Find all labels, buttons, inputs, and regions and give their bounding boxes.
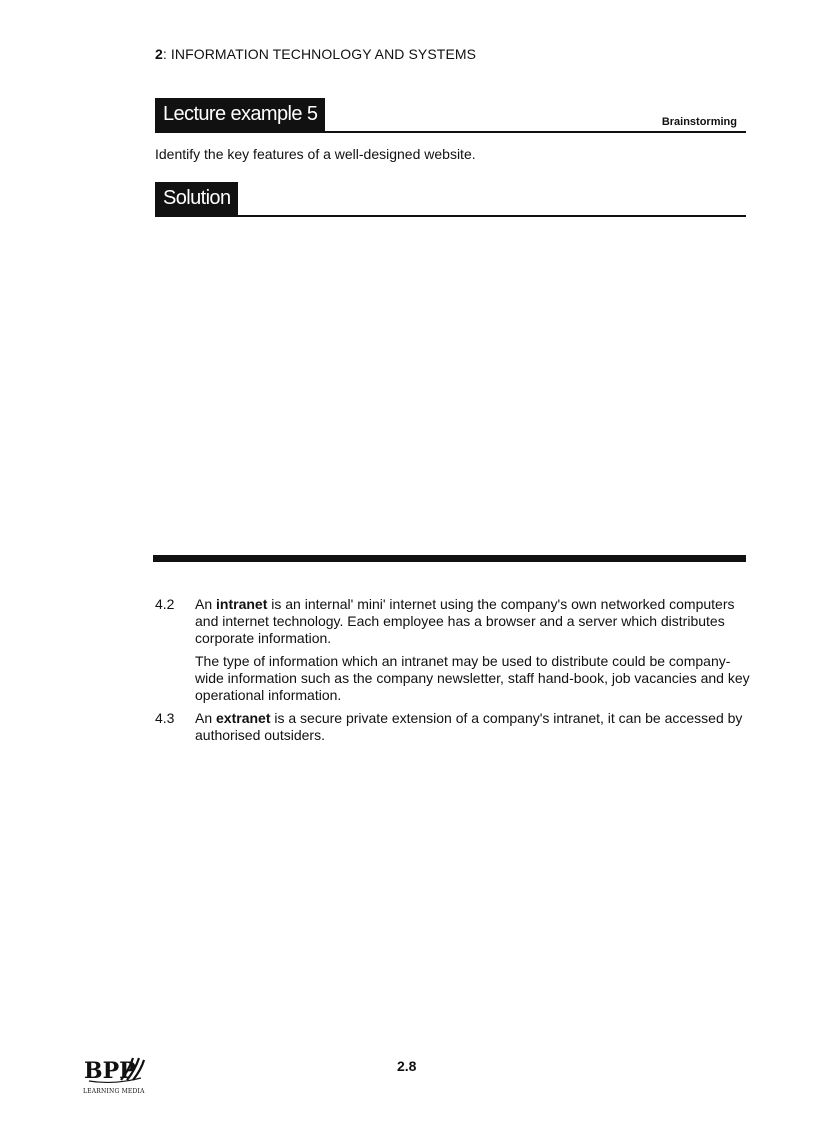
paragraph-text-after: is a secure private extension of a company's intranet, it can be accessed by authorised outsiders. <box>195 710 743 743</box>
logo-letters: BPP <box>84 1058 136 1084</box>
solution-end-rule <box>153 555 746 562</box>
paragraph-4-2-continued <box>155 653 755 704</box>
paragraph-term: intranet <box>216 596 268 612</box>
running-header <box>155 46 476 62</box>
paragraph-4-2 <box>155 596 755 647</box>
paragraph-text-before: An <box>195 710 217 726</box>
lecture-example-question: Identify the key features of a well-designed website. <box>155 146 476 162</box>
lecture-example-heading <box>155 98 746 133</box>
paragraph-4-3 <box>155 710 755 744</box>
paragraph-number: 4.3 <box>155 710 175 726</box>
solution-heading <box>155 182 746 217</box>
lecture-example-title: Lecture example 5 <box>155 98 325 131</box>
chapter-title: : INFORMATION TECHNOLOGY AND SYSTEMS <box>162 46 477 62</box>
paragraph-text-before: An <box>195 596 217 612</box>
paragraph-text: The type of information which an intranet may be used to distribute could be company-wide information such as the company newsletter, staff hand-book, job vacancies and key operational information. <box>195 653 750 703</box>
lecture-example-tag: Brainstorming <box>661 116 737 128</box>
page-number: 2.8 <box>397 1058 417 1074</box>
solution-title: Solution <box>155 182 238 215</box>
bpp-logo <box>83 1054 145 1100</box>
bpp-logo-mark <box>83 1054 145 1088</box>
logo-subtext: LEARNING MEDIA <box>83 1088 145 1095</box>
paragraph-text-after: is an internal' mini' internet using the company's own networked computers and internet technology. Each employee has a browser and a server which distributes corporate information. <box>195 596 735 646</box>
paragraph-term: extranet <box>216 710 271 726</box>
chapter-number: 2 <box>155 46 163 62</box>
body-paragraphs <box>155 596 755 750</box>
paragraph-number: 4.2 <box>155 596 175 612</box>
